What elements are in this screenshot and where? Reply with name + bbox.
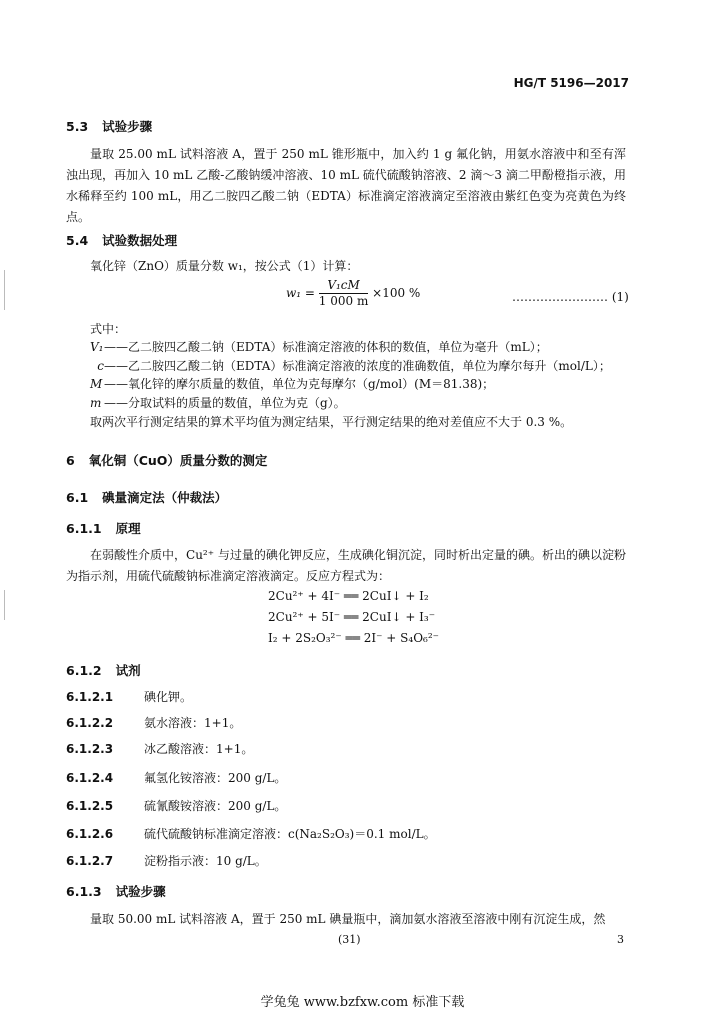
- section-6-1-heading: [66, 488, 227, 506]
- section-6-heading: [66, 451, 267, 469]
- formula-numerator: V₁cM: [319, 278, 369, 294]
- formula-tail: ×100 %: [372, 286, 421, 300]
- variable-definition: [90, 393, 346, 414]
- result-rule: 取两次平行测定结果的算术平均值为测定结果，平行测定结果的绝对差值应不大于 0.3 %。: [90, 415, 573, 429]
- reaction-equation-2: 2Cu²⁺ + 5I⁻ ══ 2CuI↓ + I₃⁻: [268, 610, 436, 624]
- formula-lhs: w₁ =: [286, 286, 315, 300]
- formula-fraction: [319, 278, 369, 309]
- section-number: 6: [66, 453, 75, 468]
- section-6-1-1-heading: [66, 519, 141, 537]
- reagent-item: [66, 740, 253, 757]
- section-number: 5.4: [66, 233, 89, 248]
- formula-denominator: 1 000 m: [318, 294, 369, 308]
- scan-edge-line: [4, 270, 5, 310]
- section-number: 6.1.3: [66, 884, 102, 899]
- item-text: 硫氰酸铵溶液：200 g/L。: [144, 799, 287, 813]
- item-number: 6.1.2.3: [66, 742, 114, 756]
- section-title: 试验数据处理: [102, 233, 178, 248]
- section-number: 5.3: [66, 119, 89, 134]
- section-5-3-heading: [66, 117, 152, 135]
- item-text: 硫代硫酸钠标准滴定溶液：c(Na₂S₂O₃)＝0.1 mol/L。: [144, 827, 436, 841]
- where-label: 式中：: [90, 322, 127, 336]
- scan-edge-line: [4, 590, 5, 620]
- section-title: 试验步骤: [115, 884, 166, 899]
- item-number: 6.1.2.7: [66, 854, 114, 868]
- variable-symbol: M: [90, 377, 103, 391]
- reagent-item: [66, 714, 241, 731]
- reagent-item: [66, 825, 436, 842]
- item-number: 6.1.2.1: [66, 690, 114, 704]
- variable-symbol: c: [97, 359, 104, 373]
- reagent-item: [66, 769, 286, 786]
- variable-symbol: V₁: [90, 340, 104, 354]
- item-number: 6.1.2.4: [66, 771, 114, 785]
- section-number: 6.1.1: [66, 521, 102, 536]
- formula-1: [286, 278, 420, 309]
- formula-intro: 氧化锌（ZnO）质量分数 w₁，按公式（1）计算：: [90, 259, 359, 273]
- variable-description: ——乙二胺四乙酸二钠（EDTA）标准滴定溶液的体积的数值，单位为毫升（mL）；: [104, 340, 548, 354]
- item-text: 淀粉指示液：10 g/L。: [144, 854, 267, 868]
- section-6-1-3-heading: [66, 882, 166, 900]
- reaction-equation-1: 2Cu²⁺ + 4I⁻ ══ 2CuI↓ + I₂: [268, 589, 429, 603]
- variable-description: ——氧化锌的摩尔质量的数值，单位为克每摩尔（g/mol）(M＝81.38)；: [104, 377, 495, 391]
- section-6-1-2-heading: [66, 661, 141, 679]
- reagent-item: [66, 797, 286, 814]
- page-center-number: (31): [338, 933, 361, 946]
- variable-symbol: m: [90, 396, 102, 410]
- watermark-footer: 学兔兔 www.bzfxw.com 标准下载: [260, 995, 465, 1010]
- section-title: 试验步骤: [102, 119, 153, 134]
- section-number: 6.1.2: [66, 663, 102, 678]
- variable-definition: [90, 374, 494, 395]
- section-title: 原理: [115, 521, 141, 536]
- section-6-1-3-text: 量取 50.00 mL 试料溶液 A，置于 250 mL 碘量瓶中，滴加氨水溶液至溶液中刚有沉淀生成，然: [90, 912, 606, 926]
- section-6-1-1-text: 在弱酸性介质中，Cu²⁺ 与过量的碘化钾反应，生成碘化铜沉淀，同时析出定量的碘。析出的碘以淀粉为指示剂，用硫代硫酸钠标准滴定溶液滴定。反应方程式为：: [66, 548, 626, 583]
- variable-definition: [90, 337, 548, 358]
- item-text: 冰乙酸溶液：1+1。: [144, 742, 254, 756]
- item-text: 氨水溶液：1+1。: [144, 716, 242, 730]
- section-5-3-text: 量取 25.00 mL 试料溶液 A，置于 250 mL 锥形瓶中，加入约 1 g 氟化钠，用氨水溶液中和至有浑浊出现，再加入 10 mL 乙酸-乙酸钠缓冲溶液、10 mL 硫代硫酸钠溶液、2 滴～3 滴二甲酚橙指示液，用水稀释至约 100 mL，用乙二胺四乙酸二钠（EDTA）标准滴定溶液滴定至溶液由紫红色变为亮黄色为终点。: [66, 147, 626, 224]
- section-title: 试剂: [115, 663, 141, 678]
- item-text: 氟氢化铵溶液：200 g/L。: [144, 771, 287, 785]
- item-number: 6.1.2.2: [66, 716, 114, 730]
- variable-description: ——分取试料的质量的数值，单位为克（g）。: [104, 396, 346, 410]
- formula-label: …………………… (1): [512, 290, 629, 304]
- item-number: 6.1.2.5: [66, 799, 114, 813]
- item-number: 6.1.2.6: [66, 827, 114, 841]
- standard-number: HG/T 5196—2017: [513, 76, 629, 90]
- reaction-equation-3: I₂ + 2S₂O₃²⁻ ══ 2I⁻ + S₄O₆²⁻: [268, 631, 439, 645]
- variable-description: ——乙二胺四乙酸二钠（EDTA）标准滴定溶液的浓度的准确数值，单位为摩尔每升（mol/L）；: [104, 359, 611, 373]
- reagent-item: [66, 852, 267, 869]
- page-number: 3: [617, 933, 624, 946]
- section-5-4-heading: [66, 231, 177, 249]
- section-title: 碘量滴定法（仲裁法）: [102, 490, 228, 505]
- reagent-item: [66, 688, 192, 705]
- section-title: 氧化铜（CuO）质量分数的测定: [88, 453, 268, 468]
- item-text: 碘化钾。: [144, 690, 193, 704]
- section-number: 6.1: [66, 490, 89, 505]
